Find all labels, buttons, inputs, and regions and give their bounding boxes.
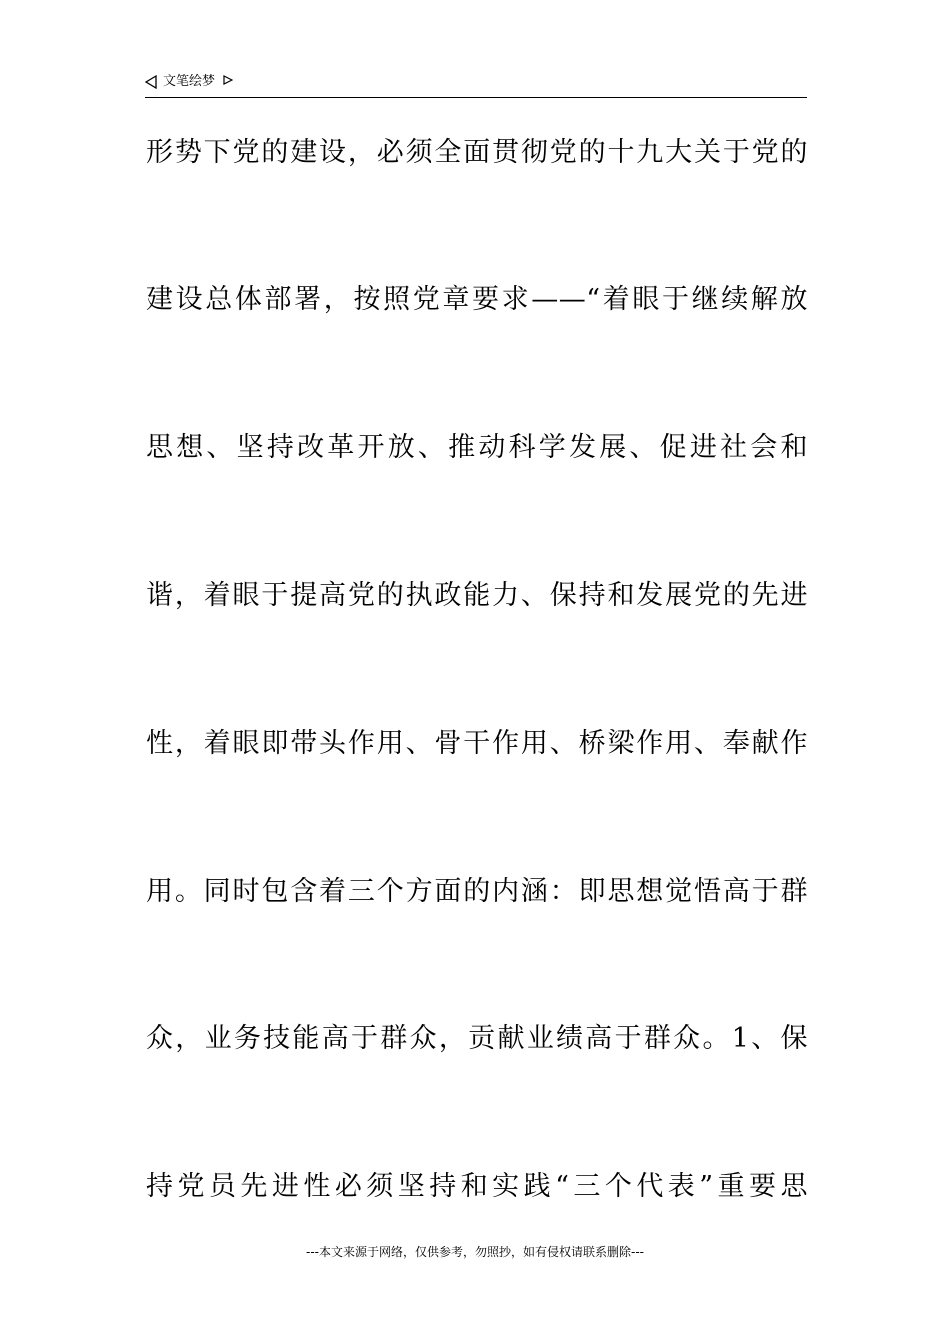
page-footer: ---本文来源于网络，仅供参考，勿照抄，如有侵权请联系删除---: [306, 1245, 644, 1259]
triangle-left-icon: [145, 75, 157, 89]
body-line-7: 众，业务技能高于群众，贡献业绩高于群众。1、保: [146, 1023, 808, 1054]
header-content: [145, 74, 233, 90]
body-line-3: 思想、坚持改革开放、推动科学发展、促进社会和: [146, 432, 808, 463]
body-line-2: 建设总体部署，按照党章要求——“着眼于继续解放: [146, 284, 808, 315]
body-line-8: 持党员先进性必须坚持和实践“三个代表”重要思: [146, 1171, 808, 1202]
body-line-4: 谐，着眼于提高党的执政能力、保持和发展党的先进: [146, 580, 808, 611]
body-line-1: 形势下党的建设，必须全面贯彻党的十九大关于党的: [146, 137, 808, 168]
body-line-5: 性，着眼即带头作用、骨干作用、桥梁作用、奉献作: [146, 728, 808, 759]
page-header: [145, 72, 807, 98]
header-title: 文笔绘梦: [163, 74, 216, 89]
body-line-6: 用。同时包含着三个方面的内涵：即思想觉悟高于群: [146, 876, 808, 907]
triangle-right-icon: [223, 75, 233, 85]
